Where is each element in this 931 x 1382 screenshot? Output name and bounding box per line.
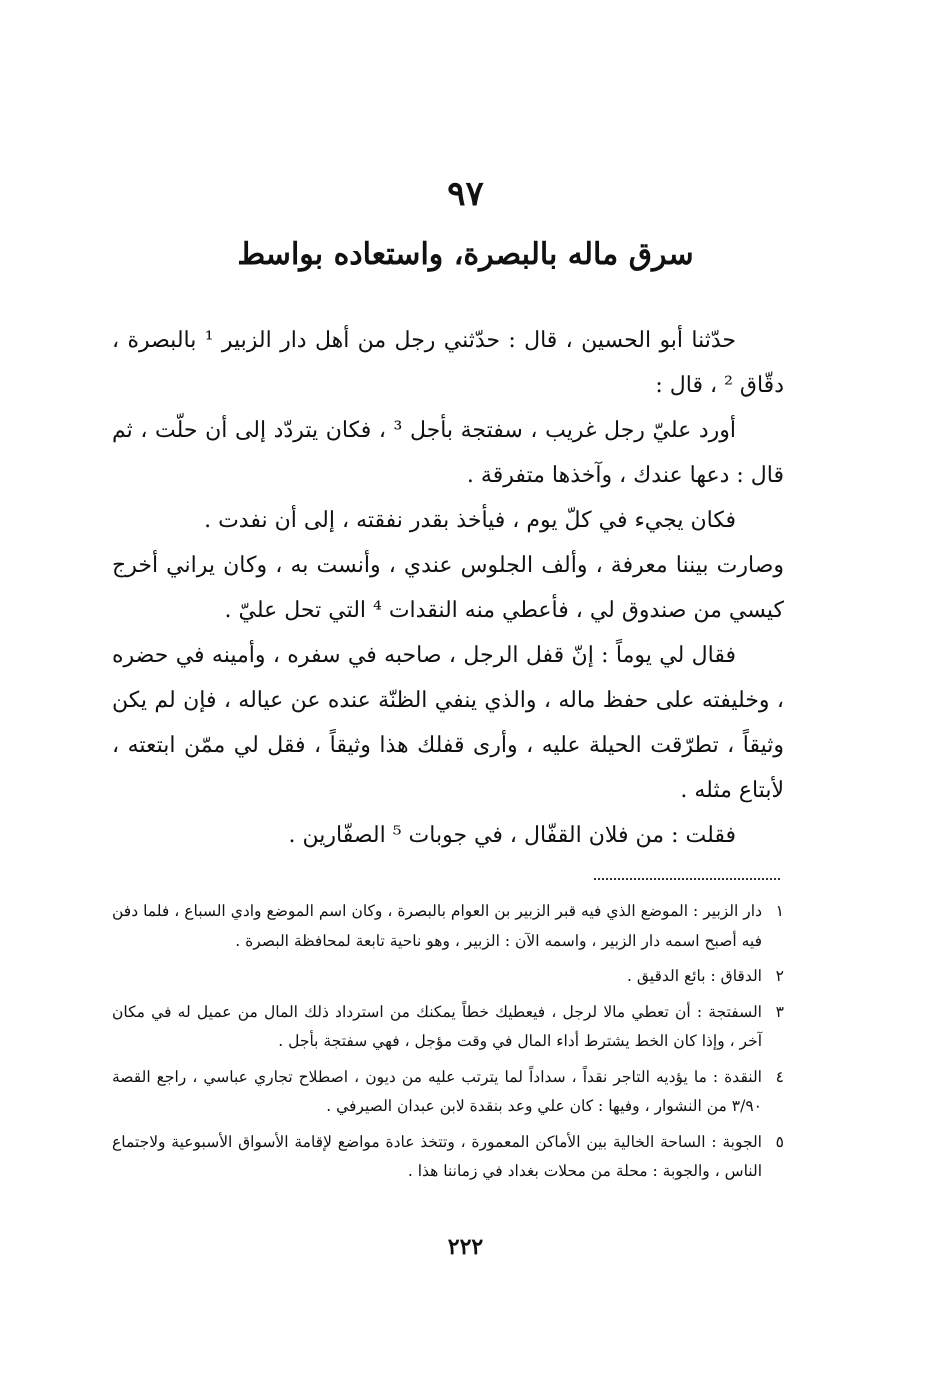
paragraph: فقلت : من فلان القفّال ، في جوبات ⁵ الصفّارين . xyxy=(288,823,736,848)
footnote-item xyxy=(112,897,784,956)
footnote-text: الجوبة : الساحة الخالية بين الأماكن المعمورة ، وتتخذ عادة مواضع لإقامة الأسواق الأسبوعية ولاجتماع الناس ، والجوبة : محلة من محلات بغداد في زماننا هذا . xyxy=(112,1132,762,1180)
story-body xyxy=(112,318,784,858)
story-title: سرق ماله بالبصرة، واستعاده بواسط xyxy=(237,237,694,272)
footnote-item xyxy=(112,1063,784,1122)
footnote-number: ١ xyxy=(775,902,784,920)
paragraph: حدّثنا أبو الحسين ، قال : حدّثني رجل من أهل دار الزبير ¹ بالبصرة ، دقّاق ² ، قال : xyxy=(112,328,784,398)
footnote-divider xyxy=(594,878,780,880)
footnote-text: دار الزبير : الموضع الذي فيه قبر الزبير بن العوام بالبصرة ، وكان اسم الموضع وادي السباع ، فلما دفن فيه أصبح اسمه دار الزبير ، واسمه الآن : الزبير ، وهو ناحية تابعة لمحافظة البصرة . xyxy=(112,902,762,950)
footnote-number: ٤ xyxy=(775,1067,784,1086)
footnote-item xyxy=(112,962,784,992)
footnote-text: السفتجة : أن تعطي مالا لرجل ، فيعطيك خطاً يمكنك من استرداد ذلك المال من عميل له في مكان آخر ، وإذا كان الخط يشترط أداء المال في وقت مؤجل ، فهي سفتجة بأجل . xyxy=(112,1002,762,1050)
footnote-number: ٣ xyxy=(775,1002,784,1021)
footnote-text: الدقاق : بائع الدقيق . xyxy=(627,967,762,985)
story-number: ٩٧ xyxy=(447,174,484,214)
footnotes xyxy=(112,897,784,1193)
footnote-number: ٢ xyxy=(775,967,784,985)
footnote-number: ٥ xyxy=(775,1132,784,1151)
paragraph: وصارت بيننا معرفة ، وألف الجلوس عندي ، وأنست به ، وكان يراني أخرج كيسي من صندوق لي ، فأعطي منه النقدات ⁴ التي تحل عليّ . xyxy=(112,553,784,623)
footnote-item xyxy=(112,1128,784,1187)
paragraph: فقال لي يوماً : إنّ قفل الرجل ، صاحبه في سفره ، وأمينه في حضره ، وخليفته على حفظ ماله ، والذي ينفي الظنّة عنده عن عياله ، فإن لم يكن وثيقاً ، تطرّقت الحيلة عليه ، وأرى قفلك هذا وثيقاً ، فقل لي ممّن ابتعته ، لأبتاع مثله . xyxy=(112,643,784,803)
page-number: ٢٢٢ xyxy=(447,1234,484,1260)
footnote-text: النقدة : ما يؤديه التاجر نقداً ، سداداً لما يترتب عليه من ديون ، اصطلاح تجاري عباسي ، راجع القصة ٣/٩٠ من النشوار ، وفيها : كان علي وعد بنقدة لابن عبدان الصيرفي . xyxy=(112,1067,762,1115)
footnote-item xyxy=(112,998,784,1057)
paragraph: أورد عليّ رجل غريب ، سفتجة بأجل ³ ، فكان يتردّد إلى أن حلّت ، ثم قال : دعها عندك ، وآخذها متفرقة . xyxy=(112,418,784,488)
paragraph: فكان يجيء في كلّ يوم ، فيأخذ بقدر نفقته ، إلى أن نفدت . xyxy=(204,508,736,533)
